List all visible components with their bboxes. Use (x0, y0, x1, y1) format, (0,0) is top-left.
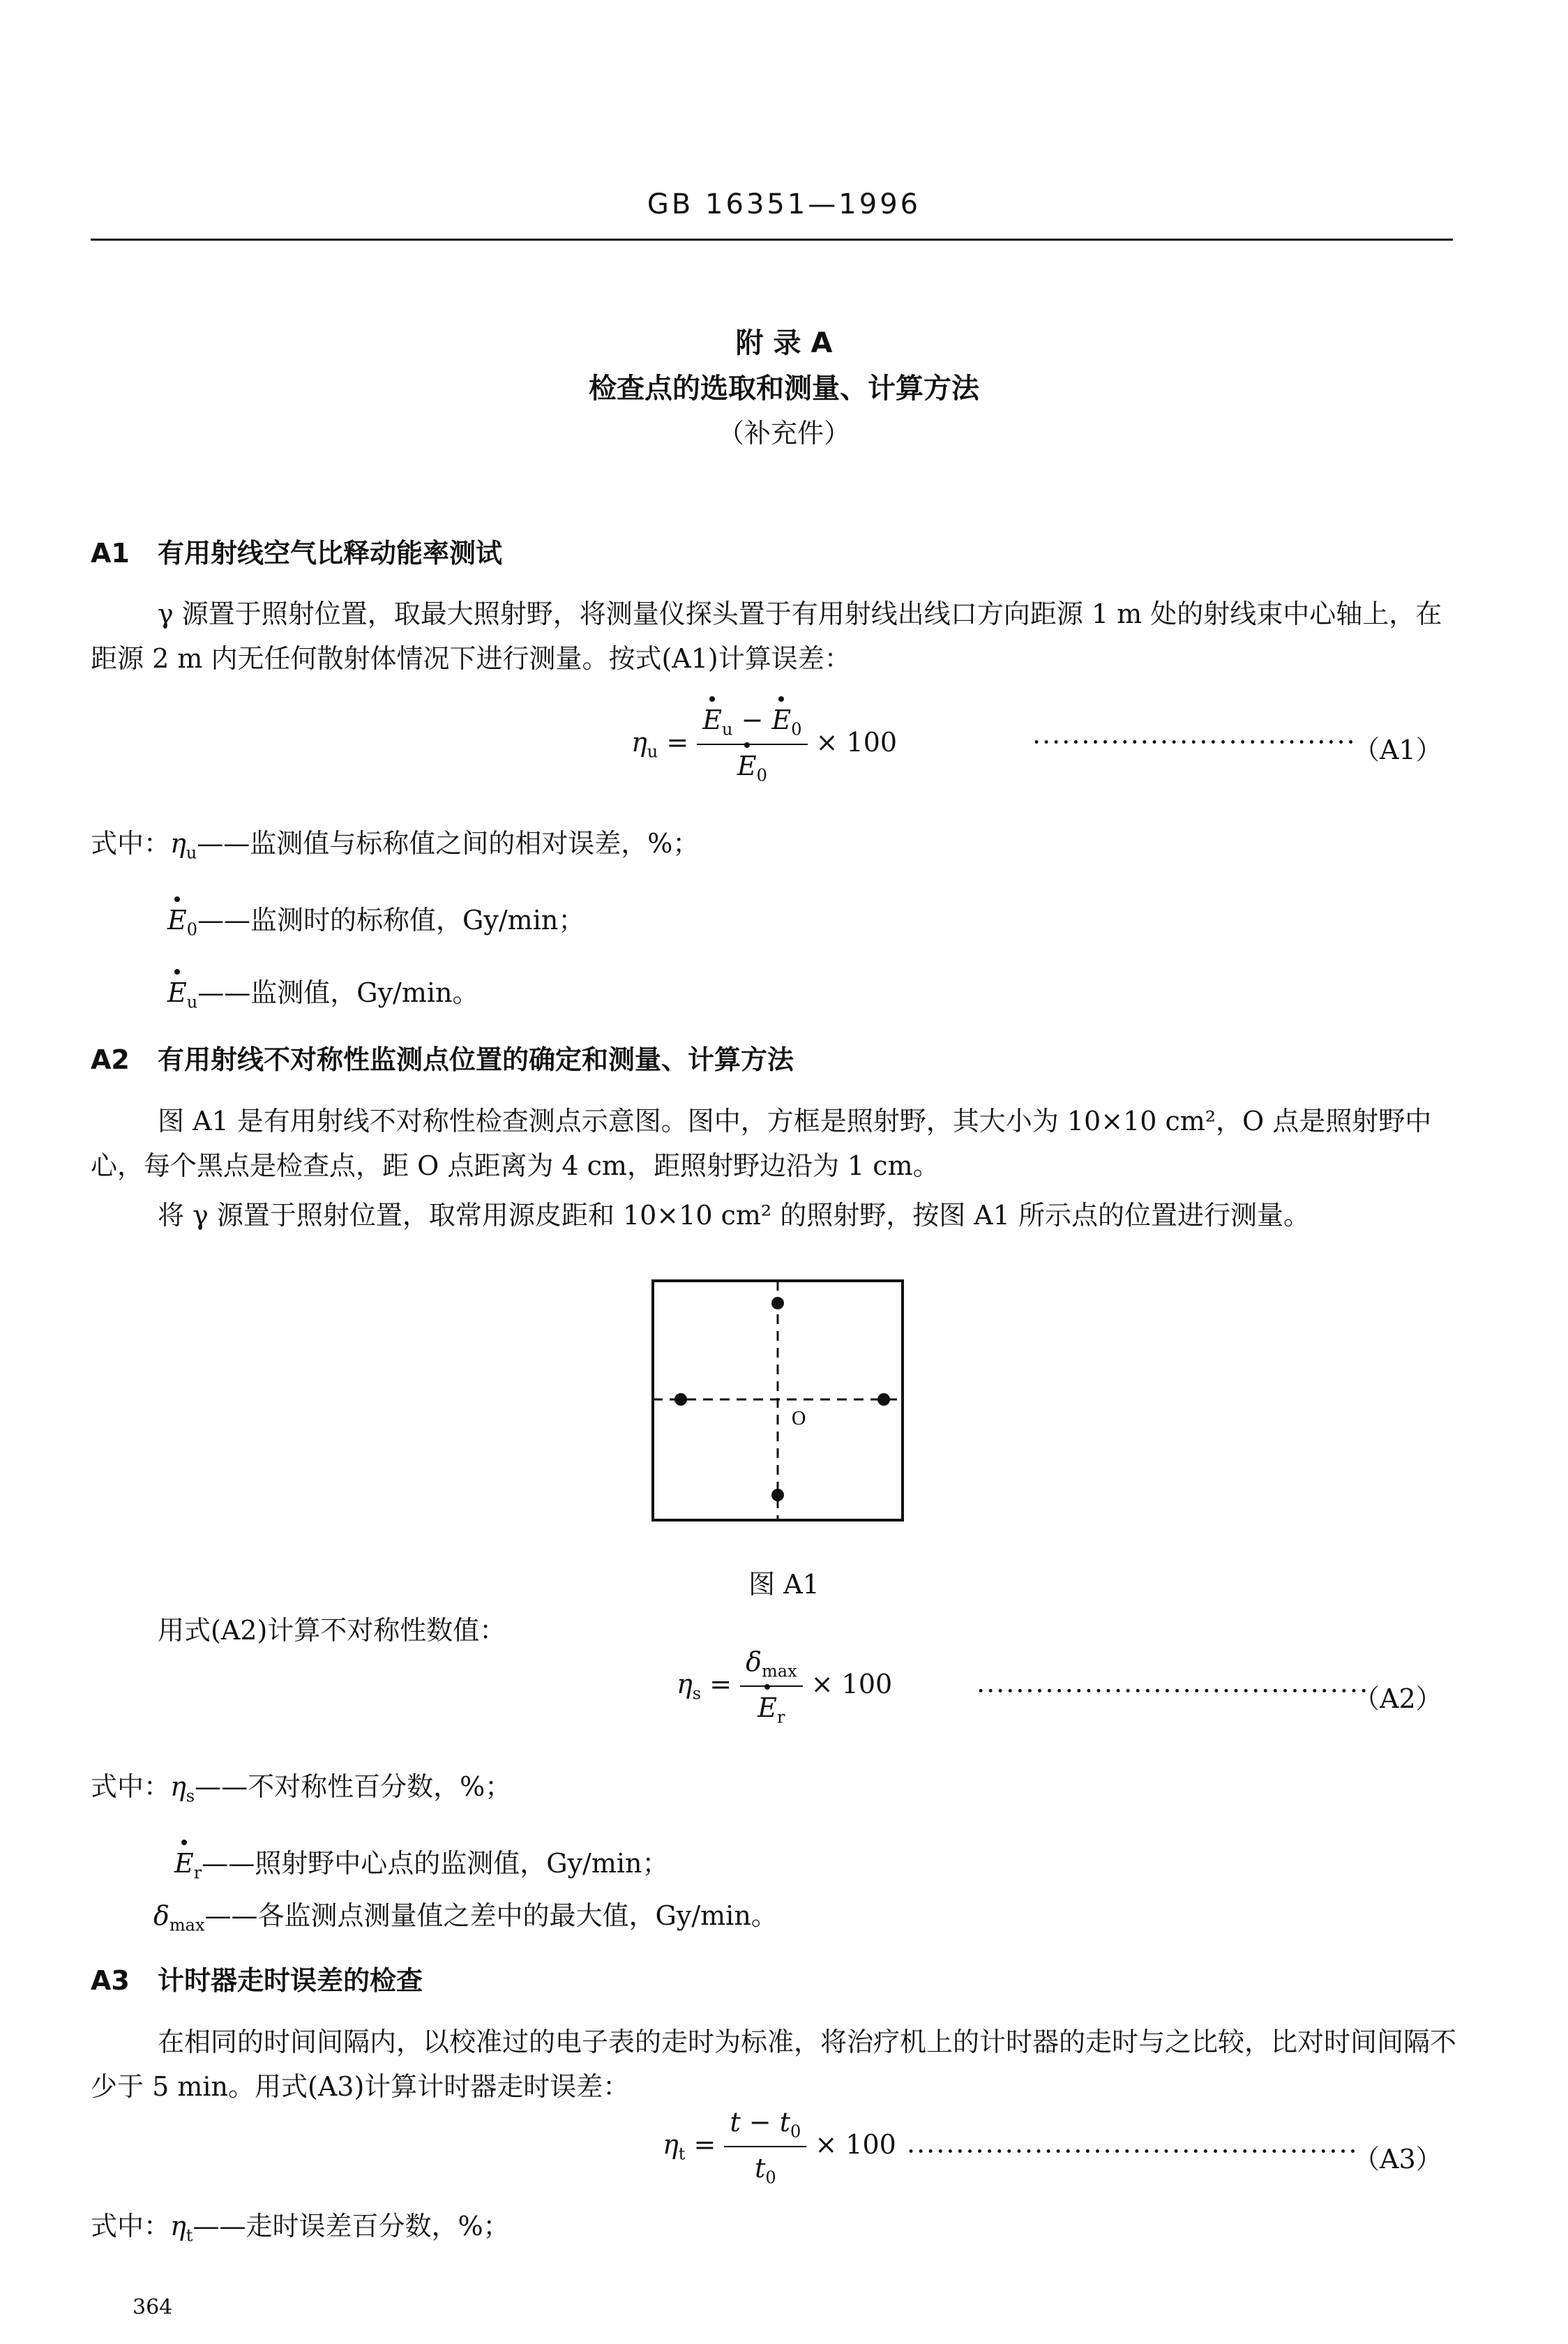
section-a1-heading (91, 532, 502, 570)
formula-factor: × 100 (811, 1669, 893, 1700)
appendix-note: （补充件） (717, 418, 850, 449)
check-point-top (771, 1297, 784, 1309)
section-a2-paragraph-3: 用式(A2)计算不对称性数值： (158, 1615, 506, 1646)
definition-a1-2: $E_0——$监测时的标称值，Gy/min； (167, 905, 585, 940)
formula-fraction: $\frac{t - t_0}{t_0}$ (724, 2107, 806, 2187)
formula-a2: $\eta_s$ = $\frac{\delta_{max}}{E_r}$ × 100 (677, 1646, 893, 1727)
formula-a3: $\eta_t$ = $\frac{t - t_0}{t_0}$ × 100 (663, 2107, 896, 2188)
page-number: 364 (133, 2295, 173, 2320)
section-number: A3 (91, 1965, 130, 1996)
formula-label-a1: （A1） (1353, 735, 1442, 765)
formula-lhs: $\eta_t$ (663, 2129, 686, 2164)
definition-a3-1: 式中：$\eta_t——$走时误差百分数，%； (91, 2211, 510, 2246)
formula-label-a2: （A2） (1353, 1683, 1442, 1714)
formula-factor: × 100 (815, 727, 898, 758)
center-point-label: O (792, 1408, 806, 1429)
section-a3-heading (91, 1959, 423, 1997)
formula-lhs: $\eta_s$ (677, 1669, 702, 1704)
formula-fraction: $\frac{E_u - E_0}{E_0}$ (697, 705, 807, 785)
appendix-title: 附 录 A (735, 327, 833, 359)
definition-a1-1: 式中：$\eta_u——$监测值与标称值之间的相对误差，%； (91, 828, 700, 863)
formula-leader-dots: ·············································· (907, 2136, 1359, 2167)
check-point-left (674, 1393, 687, 1406)
appendix-subtitle: 检查点的选取和测量、计算方法 (589, 373, 979, 405)
definition-a1-3: $E_u——$监测值，Gy/min。 (167, 977, 479, 1012)
standard-code-header: GB 16351—1996 (647, 188, 921, 220)
formula-fraction: $\frac{\delta_{max}}{E_r}$ (740, 1646, 803, 1727)
section-a2-heading (91, 1038, 794, 1076)
check-point-right (877, 1393, 890, 1406)
formula-lhs: $\eta_u$ (631, 727, 658, 762)
section-number: A2 (91, 1044, 130, 1075)
definition-a2-1: 式中：$\eta_s——$不对称性百分数，%； (91, 1771, 512, 1806)
section-title: 有用射线空气比释动能率测试 (158, 538, 503, 569)
section-title: 有用射线不对称性监测点位置的确定和测量、计算方法 (158, 1044, 794, 1075)
definition-a2-3: $\delta_{max}——$各监测点测量值之差中的最大值，Gy/min。 (153, 1900, 778, 1935)
section-title: 计时器走时误差的检查 (158, 1965, 423, 1996)
section-a2-paragraph-2: 将 γ 源置于照射位置，取常用源皮距和 10×10 cm² 的照射野，按图 A1 所示点的位置进行测量。 (158, 1200, 1310, 1231)
section-a1-paragraph: γ 源置于照射位置，取最大照射野，将测量仪探头置于有用射线出线口方向距源 1 m 处的射线束中心轴上，在距源 2 m 内无任何散射体情况下进行测量。按式(A1)计算误差： (91, 599, 1442, 674)
section-number: A1 (91, 538, 130, 569)
section-a2-paragraph-1: 图 A1 是有用射线不对称性检查测点示意图。图中，方框是照射野，其大小为 10×10 cm²，O 点是照射野中心，每个黑点是检查点，距 O 点距离为 4 cm，距照射野边沿为 1 cm。 (91, 1106, 1432, 1181)
formula-factor: × 100 (815, 2129, 896, 2161)
formula-leader-dots: ········································ (977, 1676, 1370, 1706)
definition-a2-2: $E_r——$照射野中心点的监测值，Gy/min； (174, 1848, 669, 1883)
header-rule (91, 239, 1453, 241)
formula-label-a3: （A3） (1353, 2144, 1442, 2174)
section-a3-paragraph: 在相同的时间间隔内，以校准过的电子表的走时为标准，将治疗机上的计时器的走时与之比较，比对时间间隔不少于 5 min。用式(A3)计算计时器走时误差： (91, 2027, 1457, 2102)
figure-a1-caption: 图 A1 (748, 1569, 820, 1600)
figure-a1-diagram (649, 1277, 907, 1524)
formula-leader-dots: ································· (1032, 727, 1357, 758)
check-point-bottom (771, 1489, 784, 1501)
formula-a1: $\eta_u$ = $\frac{E_u - E_0}{E_0}$ × 100 (631, 705, 898, 786)
